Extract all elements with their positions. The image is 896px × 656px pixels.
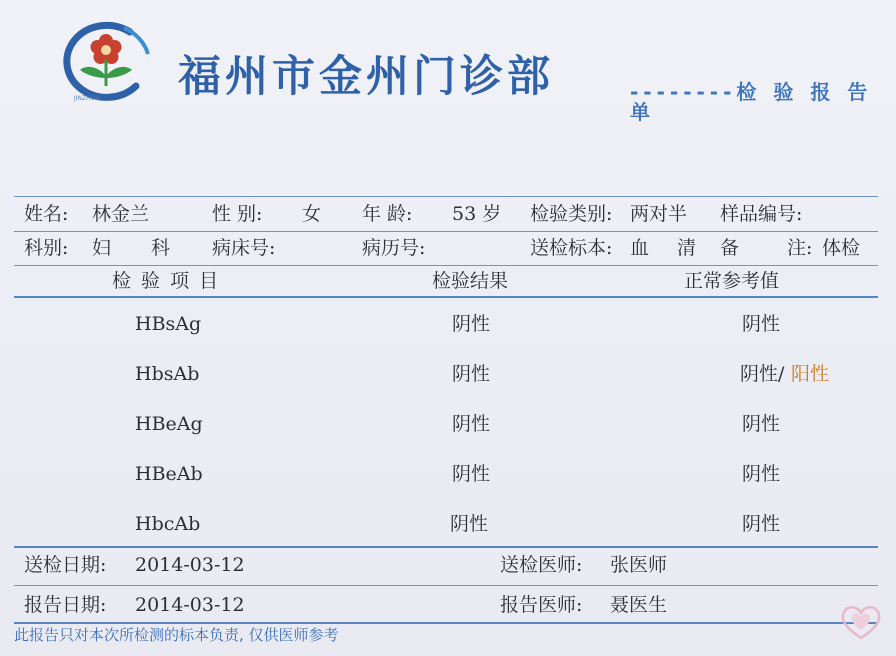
rule-dates-split (14, 585, 878, 586)
reference-value-positive: 阳性 (791, 363, 830, 385)
reference-value: 阴性 (742, 463, 781, 485)
report-doctor-label: 报告医师: (500, 594, 583, 616)
test-item: HbsAb (135, 363, 200, 385)
rule-table-bottom (14, 546, 878, 548)
note-label: 备 注: (720, 237, 813, 259)
bed-label: 病床号: (212, 237, 276, 259)
test-item: HBsAg (135, 313, 202, 335)
reference-value: 阴性 (742, 413, 781, 435)
submit-doctor: 张医师 (610, 554, 668, 576)
patient-age: 53 岁 (452, 203, 502, 225)
age-label: 年 龄: (362, 203, 413, 225)
col-header-reference: 正常参考值 (684, 270, 780, 292)
test-result: 阴性 (452, 363, 491, 385)
specimen: 血 清 (630, 237, 697, 259)
test-result: 阴性 (452, 463, 491, 485)
rule-table-header (14, 296, 878, 298)
report-doctor: 聂医生 (610, 594, 668, 616)
report-date-label: 报告日期: (24, 594, 107, 616)
sample-no-label: 样品编号: (720, 203, 803, 225)
test-item: HBeAg (135, 413, 203, 435)
submit-date-label: 送检日期: (24, 554, 107, 576)
col-header-item: 检 验 项 目 (112, 270, 221, 292)
submit-doctor-label: 送检医师: (500, 554, 583, 576)
patient-dept: 妇 科 (92, 237, 171, 259)
report-type-title: --------检 验 报 告 单 (630, 80, 873, 124)
patient-name: 林金兰 (92, 203, 150, 225)
reference-value: 阴性 (742, 513, 781, 535)
col-header-result: 检验结果 (432, 270, 509, 292)
test-item: HbcAb (135, 513, 201, 535)
test-type-label: 检验类别: (530, 203, 613, 225)
reference-value: 阴性 (742, 313, 781, 335)
test-item: HBeAb (135, 463, 203, 485)
report-date: 2014-03-12 (135, 594, 245, 616)
test-result: 阴性 (452, 413, 491, 435)
dept-label: 科别: (24, 237, 69, 259)
name-label: 姓名: (24, 203, 69, 225)
heart-watermark-icon (838, 602, 884, 642)
clinic-name: 福州市金州门诊部 (178, 52, 554, 102)
test-result: 阴性 (452, 313, 491, 335)
footer-disclaimer: 此报告只对本次所检测的标本负责, 仅供医师参考 (14, 626, 339, 644)
submit-date: 2014-03-12 (135, 554, 245, 576)
rule-bottom (14, 622, 878, 624)
note-value: 体检 (822, 237, 861, 259)
specimen-label: 送检标本: (530, 237, 613, 259)
rule-info-split (14, 231, 878, 232)
reference-value: 阴性/ (740, 363, 785, 385)
rule-top (14, 196, 878, 197)
test-type: 两对半 (630, 203, 688, 225)
test-result: 阴性 (450, 513, 489, 535)
clinic-logo-icon (58, 20, 158, 106)
logo-caption: JINZHOU (74, 95, 100, 102)
sex-label: 性 别: (212, 203, 263, 225)
record-label: 病历号: (362, 237, 426, 259)
patient-sex: 女 (302, 203, 322, 225)
rule-info-bottom (14, 265, 878, 266)
